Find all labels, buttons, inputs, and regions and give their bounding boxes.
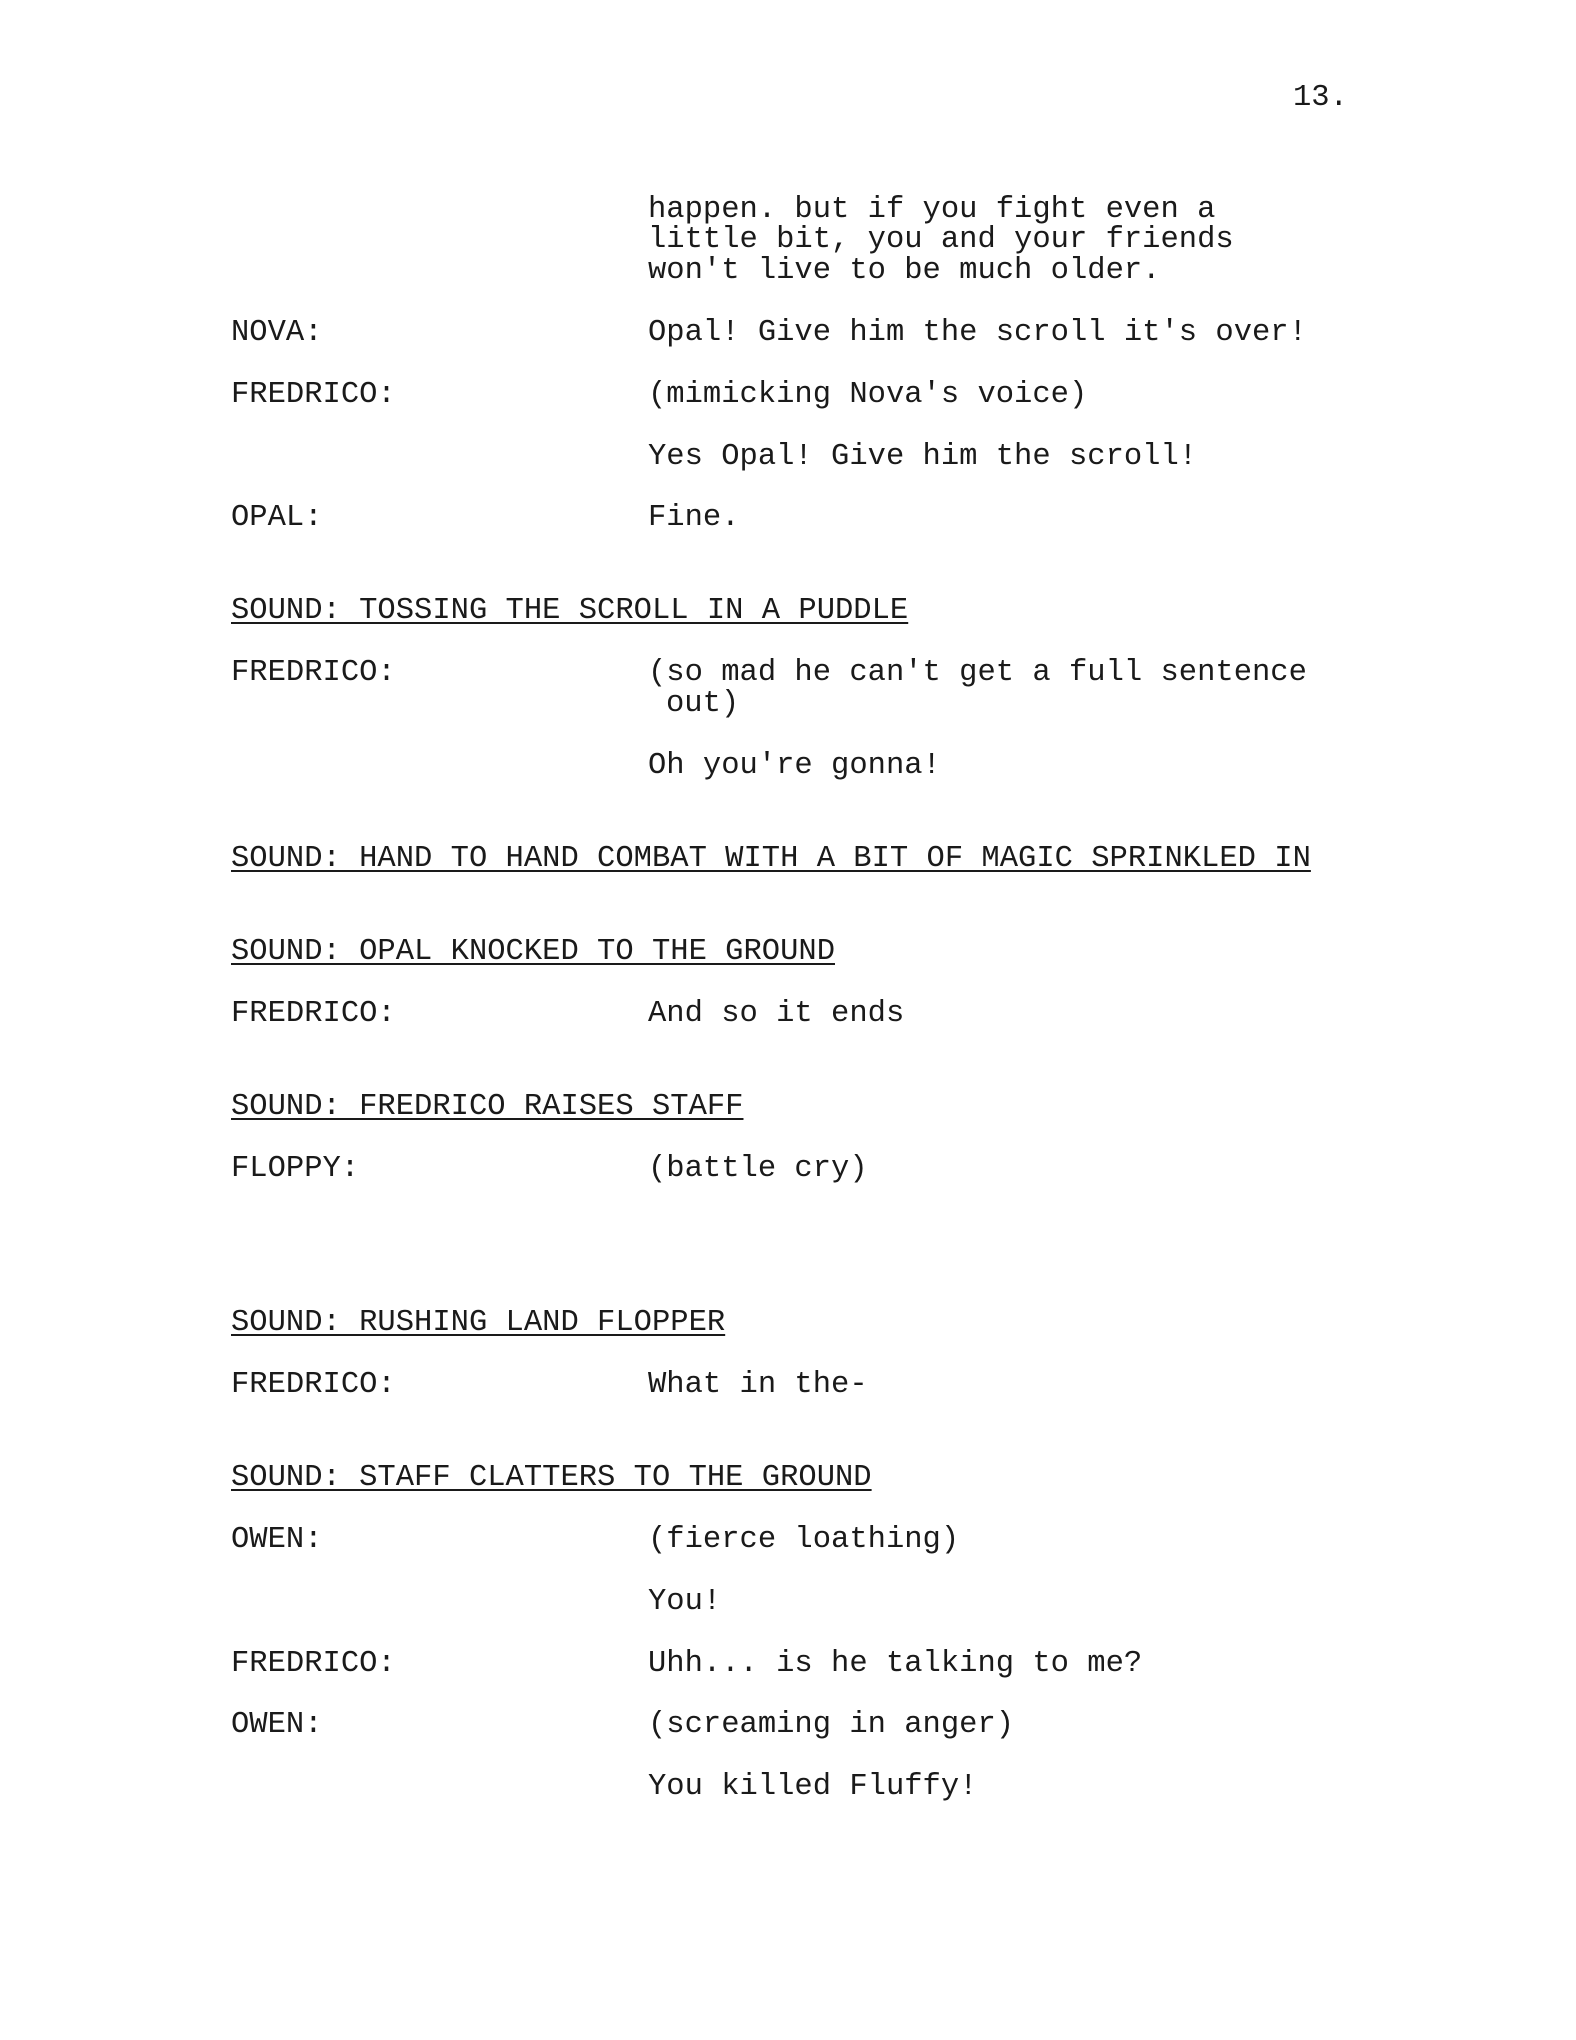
dialogue-line: You killed Fluffy! <box>648 1770 978 1804</box>
sound-cue: SOUND: OPAL KNOCKED TO THE GROUND <box>231 935 835 969</box>
parenthetical: (fierce loathing) <box>648 1523 960 1557</box>
dialogue-line: You! <box>648 1585 722 1619</box>
parenthetical: (so mad he can't get a full sentence <box>648 656 1307 690</box>
character-name: FREDRICO: <box>231 1368 396 1402</box>
character-name: OPAL: <box>231 501 323 535</box>
sound-cue: SOUND: HAND TO HAND COMBAT WITH A BIT OF MAGIC SPRINKLED IN <box>231 842 1311 876</box>
sound-cue: SOUND: FREDRICO RAISES STAFF <box>231 1090 744 1124</box>
dialogue-line: Fine. <box>648 501 740 535</box>
sound-cue: SOUND: STAFF CLATTERS TO THE GROUND <box>231 1461 872 1495</box>
dialogue-line: Oh you're gonna! <box>648 749 941 783</box>
character-name: NOVA: <box>231 316 323 350</box>
dialogue-line: Uhh... is he talking to me? <box>648 1647 1143 1681</box>
character-name: FREDRICO: <box>231 656 396 690</box>
character-name: FREDRICO: <box>231 997 396 1031</box>
parenthetical: out) <box>666 687 740 721</box>
dialogue-line: happen. but if you fight even a <box>648 193 1216 227</box>
character-name: FLOPPY: <box>231 1152 360 1186</box>
dialogue-line: won't live to be much older. <box>648 254 1161 288</box>
character-name: OWEN: <box>231 1708 323 1742</box>
parenthetical: (mimicking Nova's voice) <box>648 378 1088 412</box>
dialogue-line: Yes Opal! Give him the scroll! <box>648 440 1198 474</box>
character-name: FREDRICO: <box>231 1647 396 1681</box>
dialogue-line: What in the- <box>648 1368 868 1402</box>
dialogue-line: Opal! Give him the scroll it's over! <box>648 316 1307 350</box>
page-number: 13. <box>1293 81 1348 115</box>
dialogue-line: And so it ends <box>648 997 905 1031</box>
sound-cue: SOUND: TOSSING THE SCROLL IN A PUDDLE <box>231 594 909 628</box>
sound-cue: SOUND: RUSHING LAND FLOPPER <box>231 1306 726 1340</box>
dialogue-line: little bit, you and your friends <box>648 223 1234 257</box>
parenthetical: (screaming in anger) <box>648 1708 1015 1742</box>
character-name: OWEN: <box>231 1523 323 1557</box>
character-name: FREDRICO: <box>231 378 396 412</box>
parenthetical: (battle cry) <box>648 1152 868 1186</box>
